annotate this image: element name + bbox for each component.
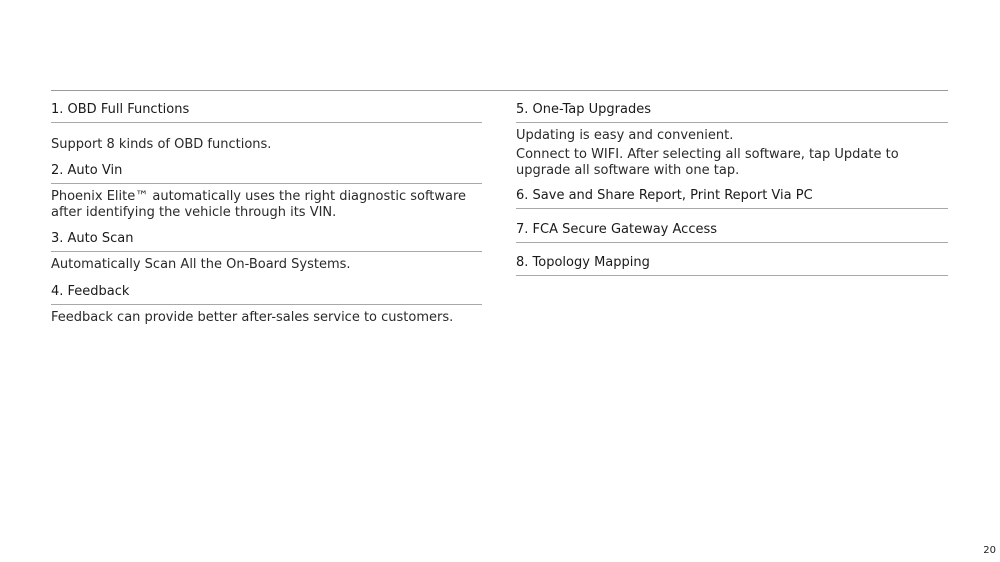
feature-block <box>516 222 948 255</box>
feature-heading: 8. Topology Mapping <box>516 255 948 276</box>
feature-block <box>516 188 948 222</box>
feature-desc-block <box>516 147 948 188</box>
feature-heading: 4. Feedback <box>51 284 482 305</box>
feature-desc-block <box>51 257 482 284</box>
feature-heading: 7. FCA Secure Gateway Access <box>516 222 948 243</box>
feature-desc-block <box>51 137 482 163</box>
right-feature-column <box>516 102 948 281</box>
feature-block <box>516 255 948 281</box>
feature-description: Updating is easy and convenient. <box>516 128 734 143</box>
feature-description: Phoenix Elite™ automatically uses the right diagnostic software after identifying the vehicle through its VIN. <box>51 189 467 220</box>
feature-block <box>51 163 482 189</box>
feature-heading: 5. One-Tap Upgrades <box>516 102 948 123</box>
feature-heading: 2. Auto Vin <box>51 163 482 184</box>
feature-desc-block <box>51 189 482 231</box>
feature-description: Automatically Scan All the On-Board Systems. <box>51 257 351 272</box>
feature-description: Support 8 kinds of OBD functions. <box>51 137 272 152</box>
feature-block <box>51 284 482 310</box>
feature-heading: 6. Save and Share Report, Print Report Via PC <box>516 188 948 209</box>
feature-heading: 3. Auto Scan <box>51 231 482 252</box>
page-number: 20 <box>983 545 996 556</box>
top-divider <box>51 90 948 91</box>
feature-block <box>51 231 482 257</box>
feature-desc-block <box>516 128 948 147</box>
feature-description: Connect to WIFI. After selecting all software, tap Update to upgrade all software with one tap. <box>516 147 899 178</box>
feature-description: Feedback can provide better after-sales service to customers. <box>51 310 454 325</box>
feature-desc-block <box>51 310 482 336</box>
feature-block <box>51 102 482 137</box>
left-feature-column <box>51 102 482 336</box>
feature-block <box>516 102 948 128</box>
feature-heading: 1. OBD Full Functions <box>51 102 482 123</box>
